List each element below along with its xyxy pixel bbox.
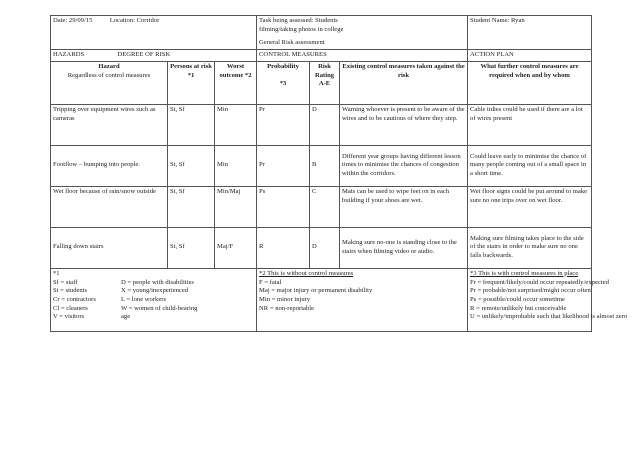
hazard-cell: Tripping over equipment wires such as cameras	[51, 104, 168, 145]
legend-item: F = fatal	[259, 278, 282, 286]
date-text: Date: 29/09/15	[53, 17, 93, 24]
risk-assessment-sheet	[50, 15, 628, 332]
col-persons: Persons at risk *1	[168, 61, 215, 104]
col-probability	[257, 61, 310, 104]
section-row	[51, 50, 592, 62]
header-row	[51, 16, 592, 50]
legend-item: St = students	[53, 287, 88, 295]
further-cell: Cable tidies could be used if there are a lot of wires present	[468, 104, 592, 145]
task-line-1: Task being assessed: Students	[259, 17, 338, 24]
probability-cell: Ps	[257, 186, 310, 227]
risk-assessment-table	[50, 15, 628, 332]
hazard-cell: Falling down stairs	[51, 227, 168, 268]
hazard-cell: Footflow – bumping into people.	[51, 145, 168, 186]
student-name: Student Name: Ryan	[470, 17, 525, 24]
action-plan-cell	[468, 50, 592, 62]
section-hazards: HAZARDS	[53, 51, 85, 59]
legend-persons-title: *1	[53, 269, 60, 277]
section-action: ACTION PLAN	[470, 51, 514, 59]
legend-probability	[468, 268, 628, 331]
probability-cell: R	[257, 227, 310, 268]
section-control: CONTROL MEASURES	[259, 51, 327, 59]
outcome-cell: Maj/F	[215, 227, 257, 268]
location-text: Location: Corridor	[109, 17, 160, 24]
legend-item: Ps = possible/could occur sometime	[470, 295, 565, 303]
existing-cell: Mats can be used to wipe feet on in each building if your shoes are wet.	[340, 186, 468, 227]
legend-row	[51, 268, 592, 331]
hazard-cell: Wet floor because of rain/snow outside	[51, 186, 168, 227]
date-location-cell	[51, 16, 257, 50]
existing-cell: Warning whoever is present to be aware of the wires and to be cautious of where they step.	[340, 104, 468, 145]
further-cell: Could leave early to minimise the chance of many people coming out of a small space in a short time.	[468, 145, 592, 186]
col-existing: Existing control measures taken against the risk	[340, 61, 468, 104]
column-header-row	[51, 61, 592, 104]
table-row	[51, 145, 592, 186]
outcome-cell: Min	[215, 104, 257, 145]
persons-cell: St, Sf	[168, 104, 215, 145]
legend-outcome-title: *2 This is without control measures	[259, 269, 354, 277]
legend-item: V = visitors	[53, 313, 85, 321]
section-degree: DEGREE OF RISK	[117, 51, 171, 59]
legend-item: NR = non-reportable	[259, 304, 315, 312]
col-outcome: Worst outcome *2	[215, 61, 257, 104]
probability-cell: Pr	[257, 145, 310, 186]
existing-cell: Different year groups having different lesson times to minimise the chances of congestion within the corridors.	[340, 145, 468, 186]
legend-probability-title: *3 This is with control measures in place	[470, 269, 579, 277]
legend-item: Fr = frequent/likely/could occur repeatedly/expected	[470, 278, 609, 286]
probability-cell: Pr	[257, 104, 310, 145]
legend-item: Cr = contractors	[53, 295, 96, 303]
control-measures-cell	[257, 50, 468, 62]
task-line-2: filming/taking photos in college	[259, 25, 344, 33]
persons-cell: St, Sf	[168, 145, 215, 186]
legend-item: R = remote/unlikely but conceivable	[470, 304, 567, 312]
task-cell	[257, 16, 468, 50]
legend-item: Maj = major injury or permanent disability	[259, 287, 373, 295]
outcome-cell: Min/Maj	[215, 186, 257, 227]
col-hazard-title: Hazard	[98, 62, 120, 70]
legend-persons	[51, 268, 257, 331]
outcome-cell: Min	[215, 145, 257, 186]
rating-cell: B	[310, 145, 340, 186]
col-rating: Risk Rating A-E	[310, 61, 340, 104]
legend-item: L = lone workers	[121, 295, 167, 303]
col-hazard-sub: Regardless of control measures	[67, 71, 151, 79]
col-probability-title: Probability	[267, 62, 299, 70]
further-cell: Making sure filming takes place to the side of the stairs in order to make sure no one falls backwards.	[468, 227, 592, 268]
existing-cell: Making sure no-one is standing close to the stairs when filming video or audio.	[340, 227, 468, 268]
rating-cell: D	[310, 227, 340, 268]
legend-item: U = unlikely/improbable such that likelihood is almost zero	[470, 313, 628, 321]
persons-cell: St, Sf	[168, 186, 215, 227]
further-cell: Wet floor signs could be put around to make sure no one trips over on wet floor.	[468, 186, 592, 227]
table-row	[51, 104, 592, 145]
col-further: What further control measures are required when and by whom	[468, 61, 592, 104]
legend-item: W = women of child-bearing	[121, 304, 198, 312]
legend-outcome	[257, 268, 468, 331]
legend-item: Min = minor injury	[259, 295, 311, 303]
legend-item: Pr = probable/not surprised/might occur often	[470, 287, 591, 295]
hazards-degree-cell	[51, 50, 257, 62]
table-row	[51, 186, 592, 227]
task-line-3: General Risk assessment	[259, 39, 325, 47]
rating-cell: D	[310, 104, 340, 145]
student-cell	[468, 16, 592, 50]
legend-item: Cl = cleaners	[53, 304, 88, 312]
legend-item: D = people with disabilities	[121, 278, 194, 286]
persons-cell: St, Sf	[168, 227, 215, 268]
rating-cell: C	[310, 186, 340, 227]
legend-item: Sf = staff	[53, 278, 78, 286]
table-row	[51, 227, 592, 268]
col-probability-note: *3	[279, 79, 287, 87]
legend-item: X = young/inexperienced	[121, 287, 189, 295]
legend-item: age	[121, 313, 131, 321]
col-hazard	[51, 61, 168, 104]
